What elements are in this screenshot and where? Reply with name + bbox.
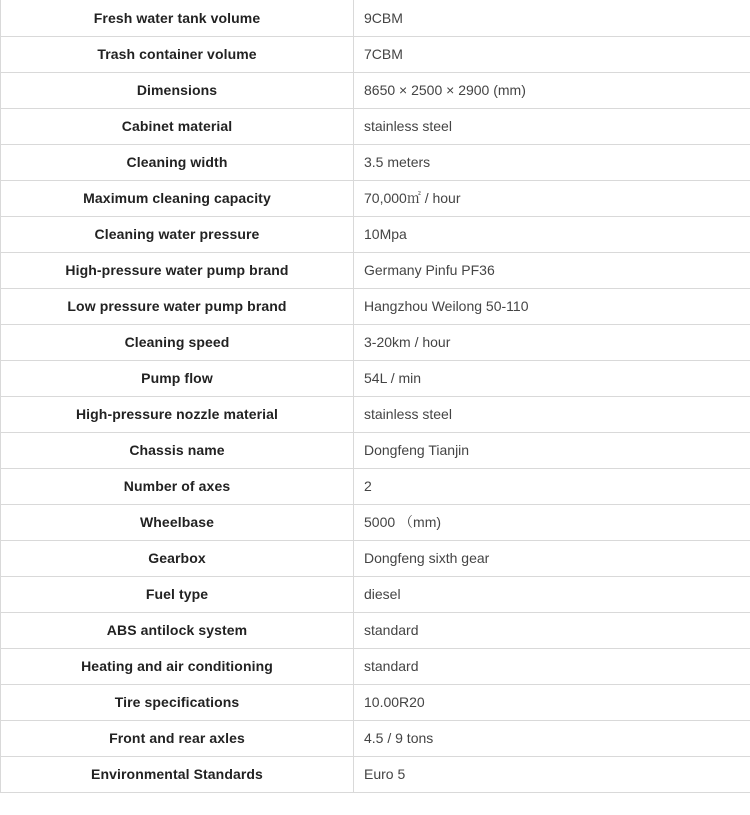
table-row (1, 360, 750, 396)
value-cell: 2 (354, 468, 750, 504)
parameter-cell: Number of axes (1, 468, 354, 504)
value-cell: Hangzhou Weilong 50-110 (354, 288, 750, 324)
table-row (1, 540, 750, 576)
parameter-cell: Environmental Standards (1, 756, 354, 792)
parameter-cell: Trash container volume (1, 36, 354, 72)
parameter-cell: Chassis name (1, 432, 354, 468)
value-cell: stainless steel (354, 108, 750, 144)
value-cell: 4.5 / 9 tons (354, 720, 750, 756)
parameter-cell: Heating and air conditioning (1, 648, 354, 684)
value-cell: 7CBM (354, 36, 750, 72)
table-row (1, 684, 750, 720)
table-row (1, 144, 750, 180)
table-row (1, 504, 750, 540)
value-cell: 70,000㎡ / hour (354, 180, 750, 216)
table-row (1, 216, 750, 252)
value-cell: 10.00R20 (354, 684, 750, 720)
table-row (1, 648, 750, 684)
table-row (1, 72, 750, 108)
parameter-cell: Cabinet material (1, 108, 354, 144)
table-row (1, 612, 750, 648)
parameter-cell: Fuel type (1, 576, 354, 612)
parameter-cell: ABS antilock system (1, 612, 354, 648)
value-cell: 54L / min (354, 360, 750, 396)
value-cell: 9CBM (354, 0, 750, 36)
value-cell: Euro 5 (354, 756, 750, 792)
parameter-cell: Front and rear axles (1, 720, 354, 756)
table-row (1, 0, 750, 36)
value-cell: Dongfeng Tianjin (354, 432, 750, 468)
value-cell: Dongfeng sixth gear (354, 540, 750, 576)
parameter-cell: Low pressure water pump brand (1, 288, 354, 324)
table-row (1, 576, 750, 612)
value-cell: 5000 （mm) (354, 504, 750, 540)
parameter-cell: Maximum cleaning capacity (1, 180, 354, 216)
table-row (1, 396, 750, 432)
value-cell: 8650 × 2500 × 2900 (mm) (354, 72, 750, 108)
table-row (1, 180, 750, 216)
parameter-cell: Cleaning speed (1, 324, 354, 360)
table-row (1, 252, 750, 288)
value-cell: 3-20km / hour (354, 324, 750, 360)
table-row (1, 324, 750, 360)
parameter-cell: Dimensions (1, 72, 354, 108)
parameter-cell: Cleaning width (1, 144, 354, 180)
table-row (1, 36, 750, 72)
parameter-cell: Tire specifications (1, 684, 354, 720)
table-row (1, 108, 750, 144)
value-cell: standard (354, 648, 750, 684)
value-cell: 10Mpa (354, 216, 750, 252)
parameter-cell: Wheelbase (1, 504, 354, 540)
table-row (1, 432, 750, 468)
parameter-cell: High-pressure nozzle material (1, 396, 354, 432)
value-cell: stainless steel (354, 396, 750, 432)
value-cell: diesel (354, 576, 750, 612)
value-cell: Germany Pinfu PF36 (354, 252, 750, 288)
parameter-cell: Fresh water tank volume (1, 0, 354, 36)
parameter-cell: High-pressure water pump brand (1, 252, 354, 288)
value-cell: standard (354, 612, 750, 648)
table-row (1, 468, 750, 504)
table-row (1, 288, 750, 324)
parameter-cell: Cleaning water pressure (1, 216, 354, 252)
table-row (1, 756, 750, 792)
value-cell: 3.5 meters (354, 144, 750, 180)
specifications-table-body (1, 0, 750, 792)
table-row (1, 720, 750, 756)
parameter-cell: Gearbox (1, 540, 354, 576)
parameter-cell: Pump flow (1, 360, 354, 396)
